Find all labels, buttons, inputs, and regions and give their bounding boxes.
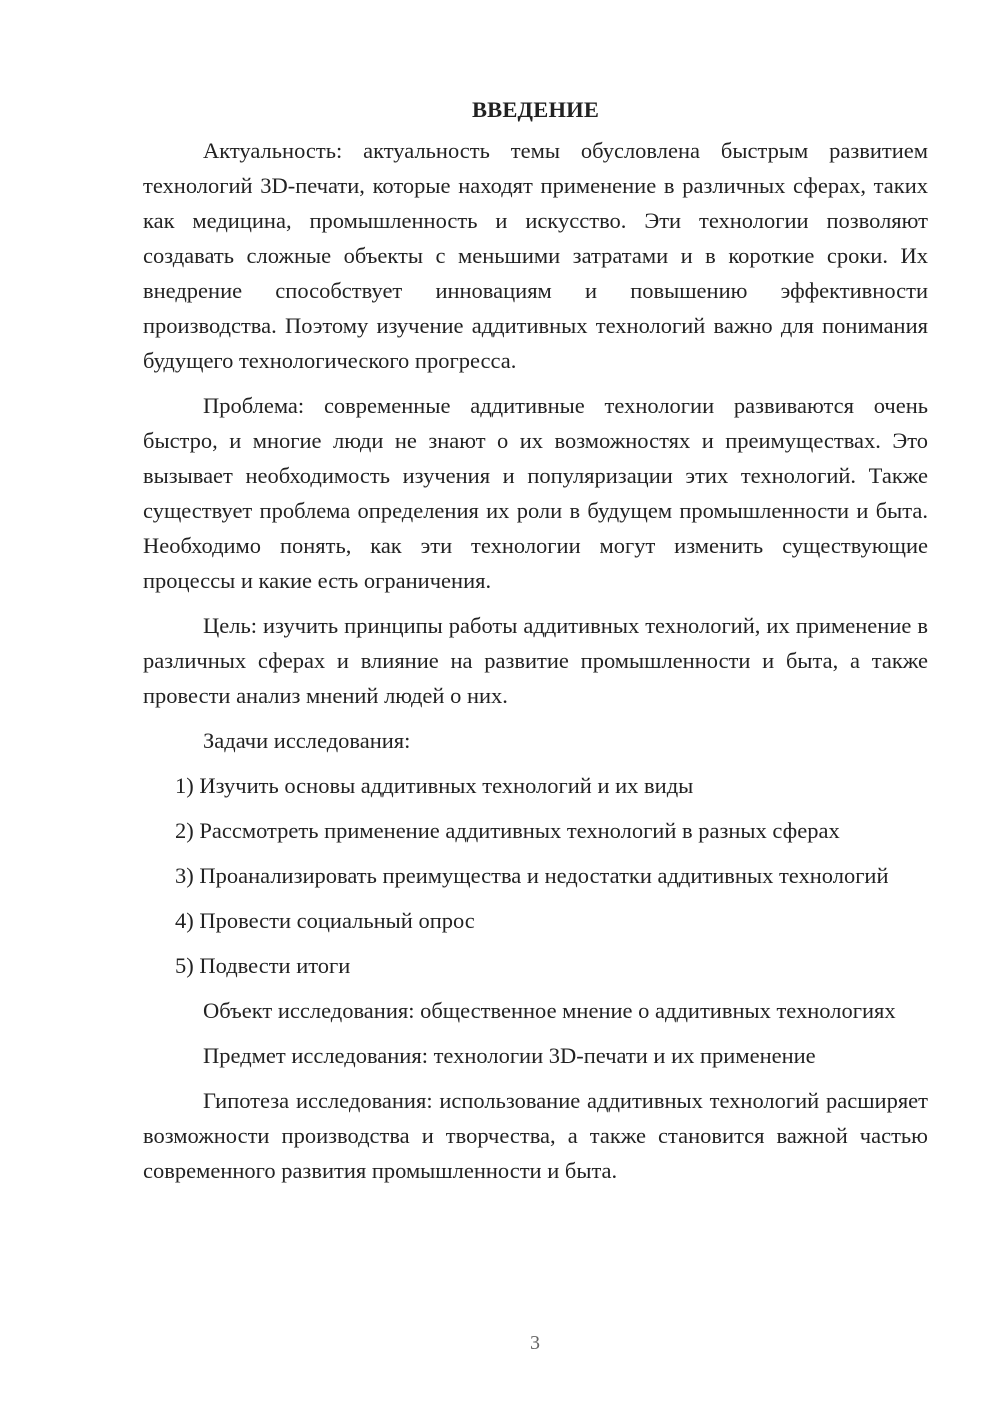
paragraph-object: Объект исследования: общественное мнение о аддитивных технологиях — [203, 998, 896, 1023]
page-number: 3 — [530, 1332, 540, 1354]
task-item-4: 4) Провести социальный опрос — [175, 908, 475, 933]
tasks-heading: Задачи исследования: — [203, 728, 411, 753]
task-item-5: 5) Подвести итоги — [175, 953, 351, 978]
task-item-2: 2) Рассмотреть применение аддитивных технологий в разных сферах — [175, 818, 840, 843]
task-item-1: 1) Изучить основы аддитивных технологий и их виды — [175, 773, 694, 798]
paragraph-hypothesis: Гипотеза исследования: использование аддитивных технологий расширяет возможности производства и творчества, а также становится важной частью современного развития промышленности и быта. — [143, 1088, 928, 1183]
section-title: ВВЕДЕНИЕ — [471, 97, 600, 122]
task-item-3: 3) Проанализировать преимущества и недостатки аддитивных технологий — [175, 863, 889, 888]
paragraph-relevance: Актуальность: актуальность темы обусловлена быстрым развитием технологий 3D-печати, которые находят применение в различных сферах, таких как медицина, промышленность и искусство. Эти технологии позволяют создавать сложные объекты с меньшими затратами и в короткие сроки. Их внедрение способствует инновациям и повышению эффективности производства. Поэтому изучение аддитивных технологий важно для понимания будущего технологического прогресса. — [143, 138, 928, 373]
paragraph-subject: Предмет исследования: технологии 3D-печати и их применение — [203, 1043, 816, 1068]
document-page — [143, 92, 928, 1198]
paragraph-goal: Цель: изучить принципы работы аддитивных технологий, их применение в различных сферах и влияние на развитие промышленности и быта, а также провести анализ мнений людей о них. — [143, 613, 928, 708]
paragraph-problem: Проблема: современные аддитивные технологии развиваются очень быстро, и многие люди не знают о их возможностях и преимуществах. Это вызывает необходимость изучения и популяризации этих технологий. Также существует проблема определения их роли в будущем промышленности и быта. Необходимо понять, как эти технологии могут изменить существующие процессы и какие есть ограничения. — [143, 393, 928, 593]
